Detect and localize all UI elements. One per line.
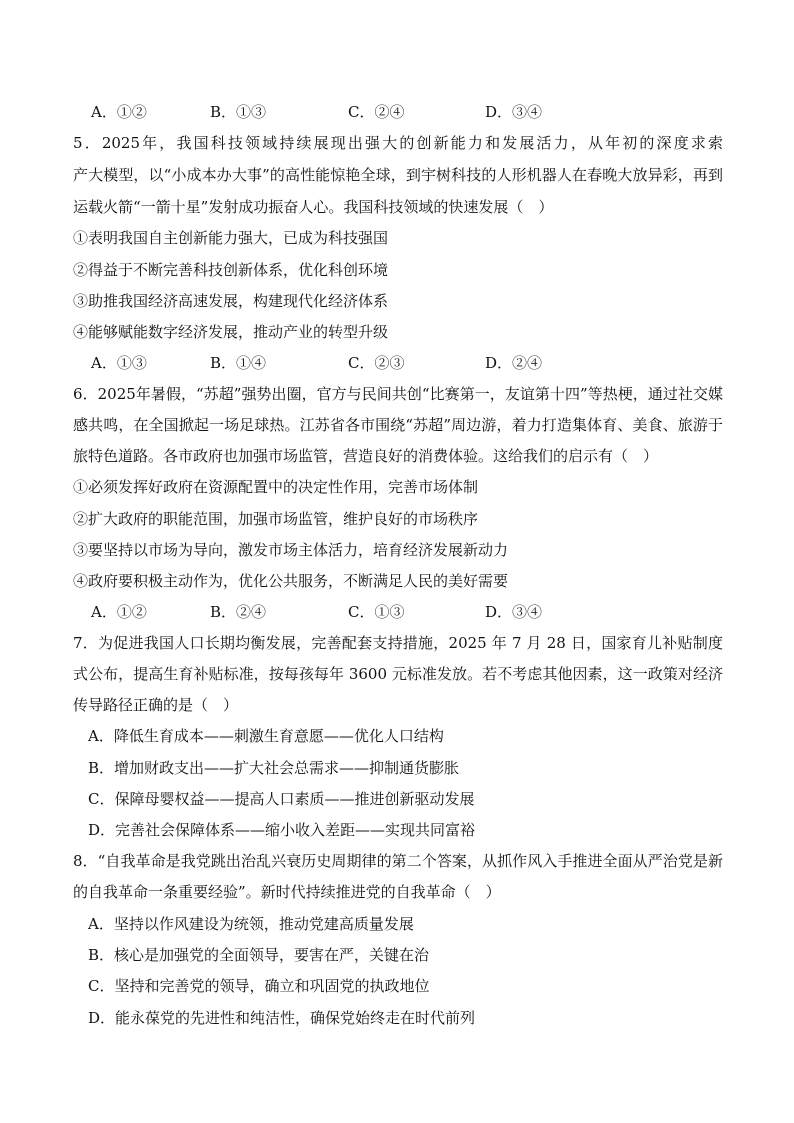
q8-choice-c[interactable]: C．坚持和完善党的领导，确立和巩固党的执政地位 [88, 977, 430, 995]
q4-option-a[interactable]: A．①② [91, 103, 147, 121]
q6-option-b[interactable]: B．②④ [210, 603, 267, 621]
q8-choice-d[interactable]: D．能永葆党的先进性和纯洁性，确保党始终走在时代前列 [88, 1009, 476, 1027]
q5-option-c[interactable]: C．②③ [348, 354, 405, 372]
q5-stem-line-1: 5．2025年，我国科技领域持续展现出强大的创新能力和发展活力，从年初的深度求索 [73, 134, 723, 152]
q4-option-c[interactable]: C．②④ [348, 103, 405, 121]
q5-item-3: ③助推我国经济高速发展，构建现代化经济体系 [73, 292, 389, 310]
q7-stem-line-1: 7．为促进我国人口长期均衡发展，完善配套支持措施，2025 年 7 月 28 日，国家育儿补贴制度 [73, 634, 723, 652]
q8-choice-a[interactable]: A．坚持以作风建设为统领，推动党建高质量发展 [88, 915, 414, 933]
q6-stem-line-1: 6．2025年暑假，“苏超”强势出圈，官方与民间共创“比赛第一，友谊第十四”等热梗，通过社交媒 [73, 385, 723, 403]
q7-stem-line-2: 式公布，提高生育补贴标准，按每孩每年 3600 元标准发放。若不考虑其他因素，这一政策对经济 [73, 665, 723, 683]
q6-item-4: ④政府要积极主动作为，优化公共服务，不断满足人民的美好需要 [73, 572, 509, 590]
q4-option-d[interactable]: D．③④ [485, 103, 543, 121]
q8-choice-b[interactable]: B．核心是加强党的全面领导，要害在严，关键在治 [88, 946, 430, 964]
q6-option-a[interactable]: A．①② [91, 603, 147, 621]
q6-stem-line-2: 感共鸣，在全国掀起一场足球热。江苏省各市围绕“苏超”周边游，着力打造集体育、美食、旅游于 [73, 416, 723, 434]
q6-option-c[interactable]: C．①③ [348, 603, 405, 621]
q6-item-3: ③要坚持以市场为导向，激发市场主体活力，培育经济发展新动力 [73, 541, 509, 559]
q5-item-2: ②得益于不断完善科技创新体系，优化科创环境 [73, 261, 389, 279]
q6-item-2: ②扩大政府的职能范围，加强市场监管，维护良好的市场秩序 [73, 510, 479, 528]
q7-choice-b[interactable]: B．增加财政支出——扩大社会总需求——抑制通货膨胀 [88, 759, 460, 777]
q8-stem-line-1: 8．“自我革命是我党跳出治乱兴衰历史周期律的第二个答案，从抓作风入手推进全面从严治党是新 [73, 852, 723, 870]
q5-option-b[interactable]: B．①④ [210, 354, 267, 372]
q5-options-row [0, 353, 794, 373]
q4-options-row [0, 102, 794, 122]
q5-option-d[interactable]: D．②④ [485, 354, 543, 372]
q5-stem-line-3: 运载火箭“一箭十星”发射成功振奋人心。我国科技领域的快速发展（ ） [73, 198, 554, 216]
q5-item-4: ④能够赋能数字经济发展，推动产业的转型升级 [73, 323, 389, 341]
q6-option-d[interactable]: D．③④ [485, 603, 543, 621]
q4-option-b[interactable]: B．①③ [210, 103, 267, 121]
q7-stem-line-3: 传导路径正确的是（ ） [73, 696, 239, 714]
q8-stem-line-2: 的自我革命一条重要经验”。新时代持续推进党的自我革命（ ） [73, 883, 501, 901]
q6-stem-line-3: 旅特色道路。各市政府也加强市场监管，营造良好的消费体验。这给我们的启示有（ ） [73, 447, 659, 465]
q7-choice-c[interactable]: C．保障母婴权益——提高人口素质——推进创新驱动发展 [88, 790, 475, 808]
q6-item-1: ①必须发挥好政府在资源配置中的决定性作用，完善市场体制 [73, 478, 479, 496]
q6-options-row [0, 602, 794, 622]
q7-choice-a[interactable]: A．降低生育成本——刺激生育意愿——优化人口结构 [88, 727, 444, 745]
q5-item-1: ①表明我国自主创新能力强大，已成为科技强国 [73, 229, 389, 247]
q5-option-a[interactable]: A．①③ [91, 354, 147, 372]
q7-choice-d[interactable]: D．完善社会保障体系——缩小收入差距——实现共同富裕 [88, 821, 476, 839]
q5-stem-line-2: 产大模型，以“小成本办大事”的高性能惊艳全球，到宇树科技的人形机器人在春晚大放异彩，再到 [73, 166, 723, 184]
